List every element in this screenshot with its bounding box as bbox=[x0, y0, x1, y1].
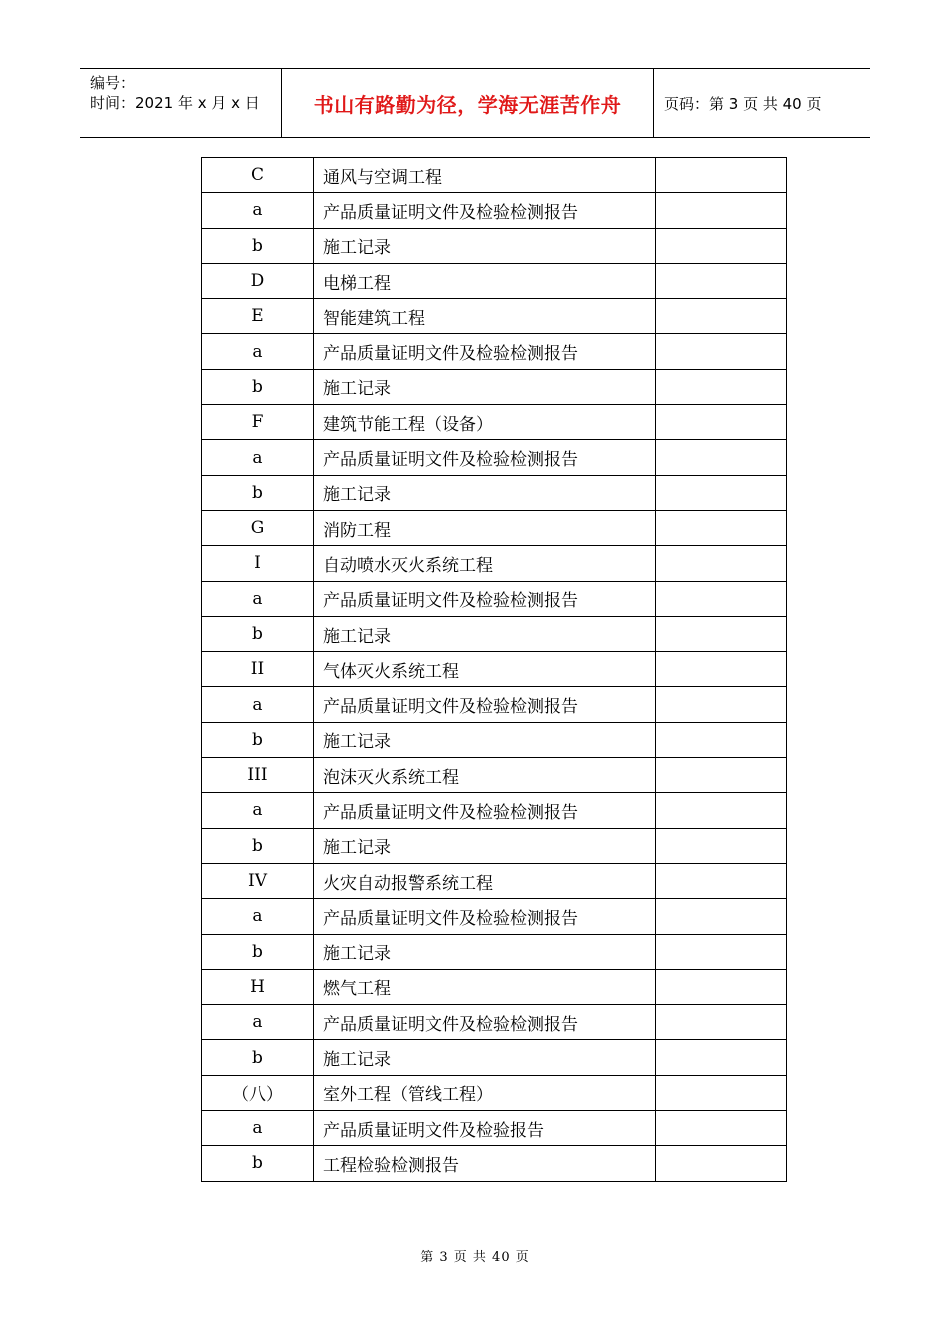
row-item: 电梯工程 bbox=[314, 263, 656, 298]
row-code: a bbox=[202, 334, 314, 369]
row-item: 施工记录 bbox=[314, 1040, 656, 1075]
row-note bbox=[656, 652, 787, 687]
row-code: b bbox=[202, 1040, 314, 1075]
row-note bbox=[656, 581, 787, 616]
row-note bbox=[656, 863, 787, 898]
row-code: IV bbox=[202, 863, 314, 898]
row-code: E bbox=[202, 299, 314, 334]
document-number-label: 编号： bbox=[90, 74, 136, 92]
row-item: 消防工程 bbox=[314, 510, 656, 545]
row-code: a bbox=[202, 581, 314, 616]
row-code: b bbox=[202, 475, 314, 510]
row-item: 产品质量证明文件及检验检测报告 bbox=[314, 440, 656, 475]
table-row bbox=[202, 263, 787, 298]
table-row bbox=[202, 758, 787, 793]
row-code: III bbox=[202, 758, 314, 793]
table-row bbox=[202, 228, 787, 263]
table-row bbox=[202, 510, 787, 545]
row-note bbox=[656, 263, 787, 298]
table-row bbox=[202, 652, 787, 687]
row-code: b bbox=[202, 1146, 314, 1181]
table-row bbox=[202, 969, 787, 1004]
row-code: b bbox=[202, 616, 314, 651]
row-note bbox=[656, 1040, 787, 1075]
row-note bbox=[656, 405, 787, 440]
row-code: a bbox=[202, 1111, 314, 1146]
table-row bbox=[202, 687, 787, 722]
table-row bbox=[202, 546, 787, 581]
table-row bbox=[202, 158, 787, 193]
row-item: 智能建筑工程 bbox=[314, 299, 656, 334]
row-code: b bbox=[202, 934, 314, 969]
row-item: 施工记录 bbox=[314, 369, 656, 404]
table-row bbox=[202, 405, 787, 440]
row-code: F bbox=[202, 405, 314, 440]
row-note bbox=[656, 369, 787, 404]
row-code: b bbox=[202, 228, 314, 263]
row-code: a bbox=[202, 899, 314, 934]
row-item: 产品质量证明文件及检验检测报告 bbox=[314, 193, 656, 228]
row-code: G bbox=[202, 510, 314, 545]
row-note bbox=[656, 616, 787, 651]
row-note bbox=[656, 1111, 787, 1146]
row-code: b bbox=[202, 722, 314, 757]
row-item: 火灾自动报警系统工程 bbox=[314, 863, 656, 898]
table-row bbox=[202, 863, 787, 898]
row-item: 室外工程（管线工程） bbox=[314, 1075, 656, 1110]
header-page-info: 页码：第 3 页 共 40 页 bbox=[664, 94, 822, 113]
row-item: 工程检验检测报告 bbox=[314, 1146, 656, 1181]
row-code: （八） bbox=[202, 1075, 314, 1110]
row-note bbox=[656, 475, 787, 510]
table-row bbox=[202, 828, 787, 863]
table-row bbox=[202, 722, 787, 757]
table-row bbox=[202, 1111, 787, 1146]
table-row bbox=[202, 193, 787, 228]
row-note bbox=[656, 793, 787, 828]
table-row bbox=[202, 581, 787, 616]
header-motto: 书山有路勤为径，学海无涯苦作舟 bbox=[282, 69, 654, 137]
document-date: 时间：2021 年 x 月 x 日 bbox=[90, 94, 260, 112]
table-row bbox=[202, 369, 787, 404]
row-note bbox=[656, 687, 787, 722]
table-row bbox=[202, 1146, 787, 1181]
row-note bbox=[656, 934, 787, 969]
row-item: 自动喷水灭火系统工程 bbox=[314, 546, 656, 581]
row-item: 产品质量证明文件及检验检测报告 bbox=[314, 334, 656, 369]
row-note bbox=[656, 1146, 787, 1181]
row-note bbox=[656, 334, 787, 369]
row-note bbox=[656, 828, 787, 863]
table-row bbox=[202, 1040, 787, 1075]
row-code: I bbox=[202, 546, 314, 581]
table-row bbox=[202, 899, 787, 934]
row-item: 施工记录 bbox=[314, 934, 656, 969]
page-header bbox=[80, 68, 870, 138]
row-item: 产品质量证明文件及检验报告 bbox=[314, 1111, 656, 1146]
row-code: C bbox=[202, 158, 314, 193]
table-row bbox=[202, 1005, 787, 1040]
row-code: H bbox=[202, 969, 314, 1004]
row-note bbox=[656, 722, 787, 757]
table-row bbox=[202, 440, 787, 475]
table-row bbox=[202, 793, 787, 828]
row-note bbox=[656, 546, 787, 581]
row-code: b bbox=[202, 828, 314, 863]
header-left-cell bbox=[80, 69, 282, 137]
row-note bbox=[656, 158, 787, 193]
row-item: 建筑节能工程（设备） bbox=[314, 405, 656, 440]
row-item: 施工记录 bbox=[314, 722, 656, 757]
row-item: 施工记录 bbox=[314, 228, 656, 263]
row-item: 气体灭火系统工程 bbox=[314, 652, 656, 687]
row-item: 产品质量证明文件及检验检测报告 bbox=[314, 793, 656, 828]
row-item: 燃气工程 bbox=[314, 969, 656, 1004]
row-code: a bbox=[202, 193, 314, 228]
row-item: 施工记录 bbox=[314, 828, 656, 863]
table-row bbox=[202, 1075, 787, 1110]
row-item: 通风与空调工程 bbox=[314, 158, 656, 193]
row-note bbox=[656, 969, 787, 1004]
table-row bbox=[202, 934, 787, 969]
row-item: 产品质量证明文件及检验检测报告 bbox=[314, 581, 656, 616]
row-note bbox=[656, 1005, 787, 1040]
row-item: 施工记录 bbox=[314, 475, 656, 510]
row-note bbox=[656, 440, 787, 475]
row-note bbox=[656, 899, 787, 934]
row-note bbox=[656, 1075, 787, 1110]
page-footer: 第 3 页 共 40 页 bbox=[420, 1250, 530, 1265]
row-code: a bbox=[202, 687, 314, 722]
table-row bbox=[202, 616, 787, 651]
table-body bbox=[202, 158, 787, 1182]
table-row bbox=[202, 334, 787, 369]
archive-list-table bbox=[201, 157, 787, 1182]
table-row bbox=[202, 299, 787, 334]
row-code: a bbox=[202, 1005, 314, 1040]
row-item: 产品质量证明文件及检验检测报告 bbox=[314, 1005, 656, 1040]
row-note bbox=[656, 228, 787, 263]
row-code: D bbox=[202, 263, 314, 298]
row-note bbox=[656, 758, 787, 793]
row-item: 泡沫灭火系统工程 bbox=[314, 758, 656, 793]
row-note bbox=[656, 510, 787, 545]
row-code: a bbox=[202, 440, 314, 475]
table-row bbox=[202, 475, 787, 510]
row-code: a bbox=[202, 793, 314, 828]
row-note bbox=[656, 193, 787, 228]
row-item: 施工记录 bbox=[314, 616, 656, 651]
row-note bbox=[656, 299, 787, 334]
row-code: II bbox=[202, 652, 314, 687]
row-item: 产品质量证明文件及检验检测报告 bbox=[314, 687, 656, 722]
row-code: b bbox=[202, 369, 314, 404]
row-item: 产品质量证明文件及检验检测报告 bbox=[314, 899, 656, 934]
